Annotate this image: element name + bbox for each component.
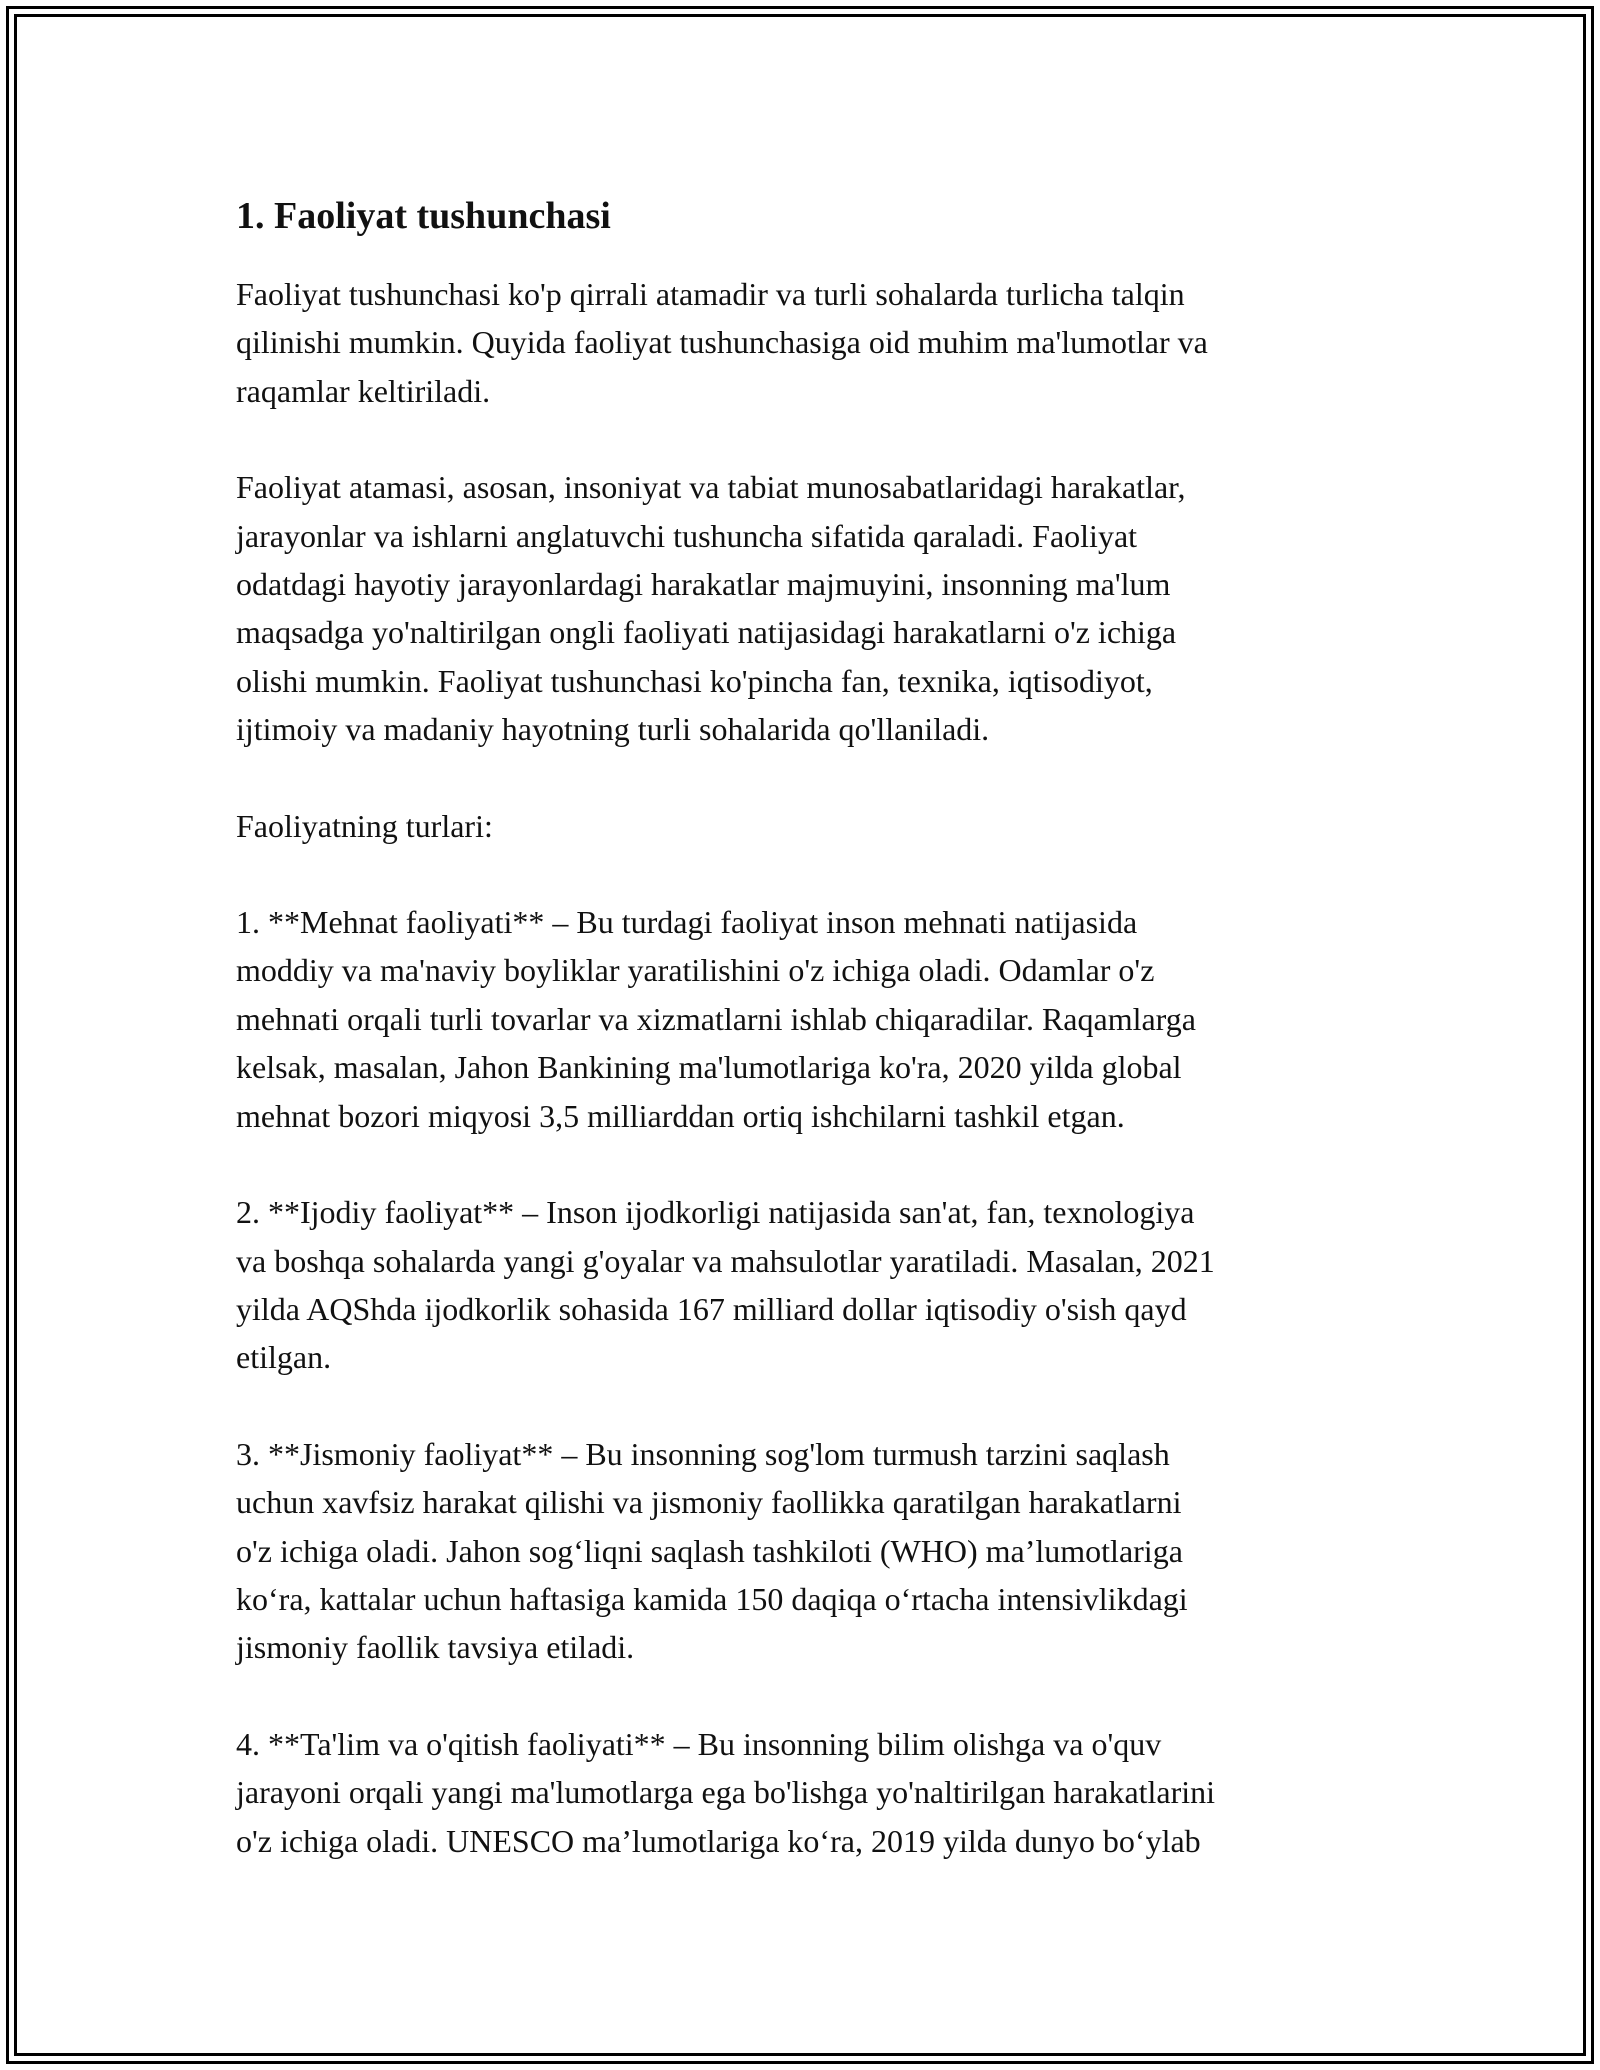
section-heading: 1. Faoliyat tushunchasi bbox=[236, 195, 611, 237]
definition-paragraph: Faoliyat atamasi, asosan, insoniyat va tabiat munosabatlaridagi harakatlar, jarayonlar va ishlarni anglatuvchi tushuncha sifatida qaraladi. Faoliyat odatdagi hayotiy jarayonlardagi harakatlar majmuyini, insonning ma'lum maqsadga yo'naltirilgan ongli faoliyati natijasidagi harakatlarni o'z ichiga olishi mumkin. Faoliyat tushunchasi ko'pincha fan, texnika, iqtisodiyot, ijtimoiy va madaniy hayotning turli sohalarida qo'llaniladi. bbox=[236, 469, 1186, 748]
list-item-labor-activity: 1. **Mehnat faoliyati** – Bu turdagi faoliyat inson mehnati natijasida moddiy va ma'naviy boyliklar yaratilishini o'z ichiga oladi. Odamlar o'z mehnati orqali turli tovarlar va xizmatlarni ishlab chiqaradilar. Raqamlarga kelsak, masalan, Jahon Bankining ma'lumotlariga ko'ra, 2020 yilda global mehnat bozori miqyosi 3,5 milliarddan ortiq ishchilarni tashkil etgan. bbox=[236, 904, 1196, 1134]
list-item-education-activity: 4. **Ta'lim va o'qitish faoliyati** – Bu insonning bilim olishga va o'quv jarayoni orqali yangi ma'lumotlarga ega bo'lishga yo'naltirilgan harakatlarini o'z ichiga oladi. UNESCO ma’lumotlariga ko‘ra, 2019 yilda dunyo bo‘ylab bbox=[236, 1725, 1216, 1859]
types-intro-paragraph: Faoliyatning turlari: bbox=[236, 807, 493, 844]
intro-paragraph: Faoliyat tushunchasi ko'p qirrali atamadir va turli sohalarda turlicha talqin qilinishi mumkin. Quyida faoliyat tushunchasiga oid muhim ma'lumotlar va raqamlar keltiriladi. bbox=[236, 276, 1208, 409]
list-item-creative-activity: 2. **Ijodiy faoliyat** – Inson ijodkorligi natijasida san'at, fan, texnologiya va boshqa sohalarda yangi g'oyalar va mahsulotlar yaratiladi. Masalan, 2021 yilda AQShda ijodkorlik sohasida 167 milliard dollar iqtisodiy o'sish qayd etilgan. bbox=[236, 1194, 1215, 1376]
list-item-physical-activity: 3. **Jismoniy faoliyat** – Bu insonning sog'lom turmush tarzini saqlash uchun xavfsiz harakat qilishi va jismoniy faollikka qaratilgan harakatlarni o'z ichiga oladi. Jahon sog‘liqni saqlash tashkiloti (WHO) ma’lumotlariga ko‘ra, kattalar uchun haftasiga kamida 150 daqiqa o‘rtacha intensivlikdagi jismoniy faollik tavsiya etiladi. bbox=[236, 1435, 1188, 1666]
document-body bbox=[236, 184, 1366, 1913]
